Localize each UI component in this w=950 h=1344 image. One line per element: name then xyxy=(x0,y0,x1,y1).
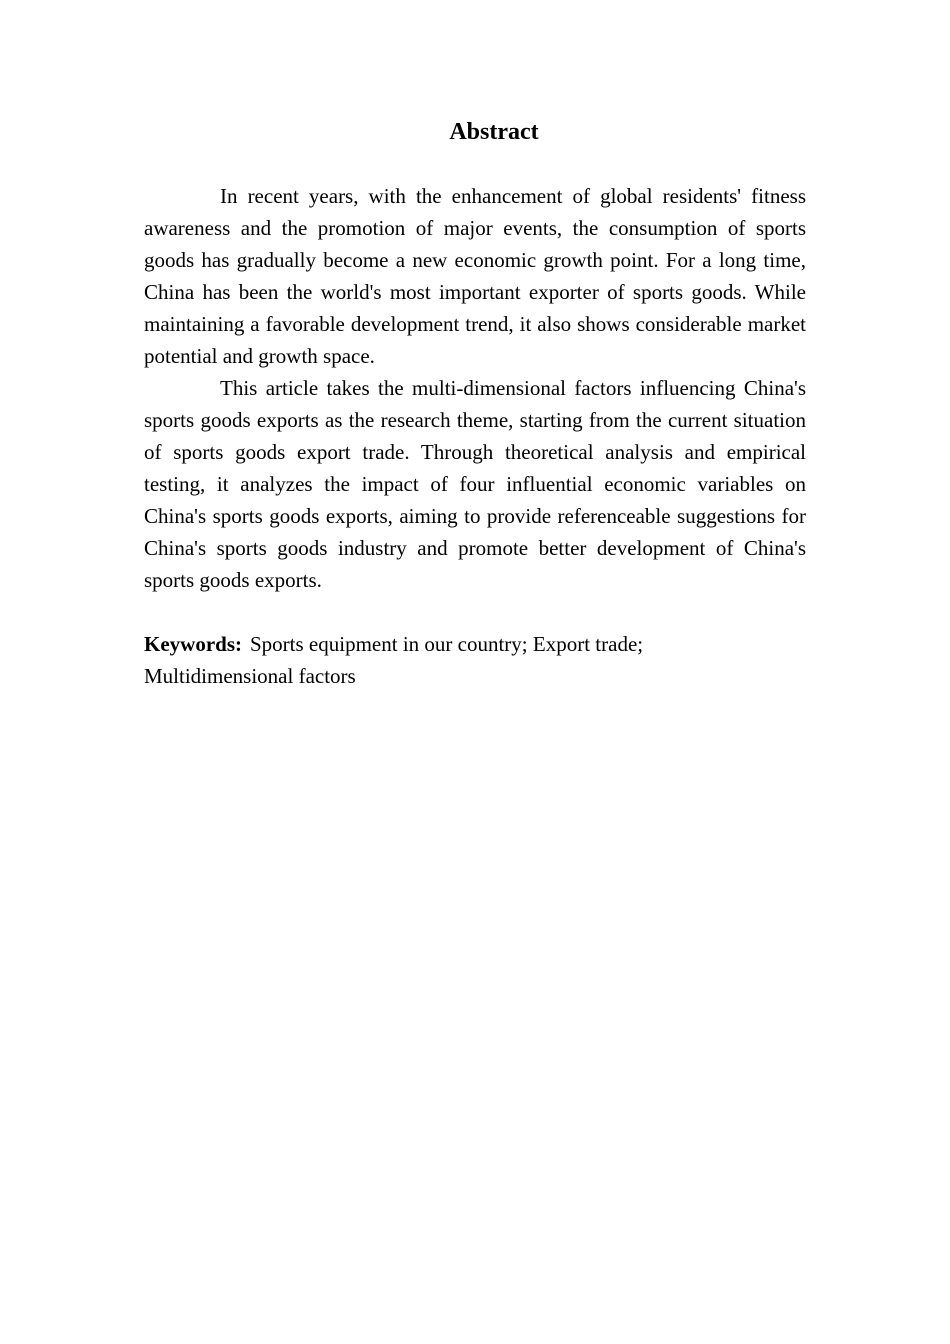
keywords-label: Keywords: xyxy=(144,632,242,656)
abstract-title: Abstract xyxy=(449,119,539,145)
keywords-text: Sports equipment in our country; Export trade; Multidimensional factors xyxy=(144,632,644,688)
abstract-paragraph-1: In recent years, with the enhancement of global residents' fitness awareness and the promotion of major events, the consumption of sports goods has gradually become a new economic growth point. For a long time, China has been the world's most important exporter of sports goods. While maintaining a favorable development trend, it also shows considerable market potential and growth space. xyxy=(144,184,806,368)
abstract-page xyxy=(144,114,806,692)
abstract-paragraph-2: This article takes the multi-dimensional factors influencing China's sports goods exports as the research theme, starting from the current situation of sports goods export trade. Through theoretical analysis and empirical testing, it analyzes the impact of four influential economic variables on China's sports goods exports, aiming to provide referenceable suggestions for China's sports goods industry and promote better development of China's sports goods exports. xyxy=(144,376,806,592)
keywords xyxy=(144,628,704,692)
